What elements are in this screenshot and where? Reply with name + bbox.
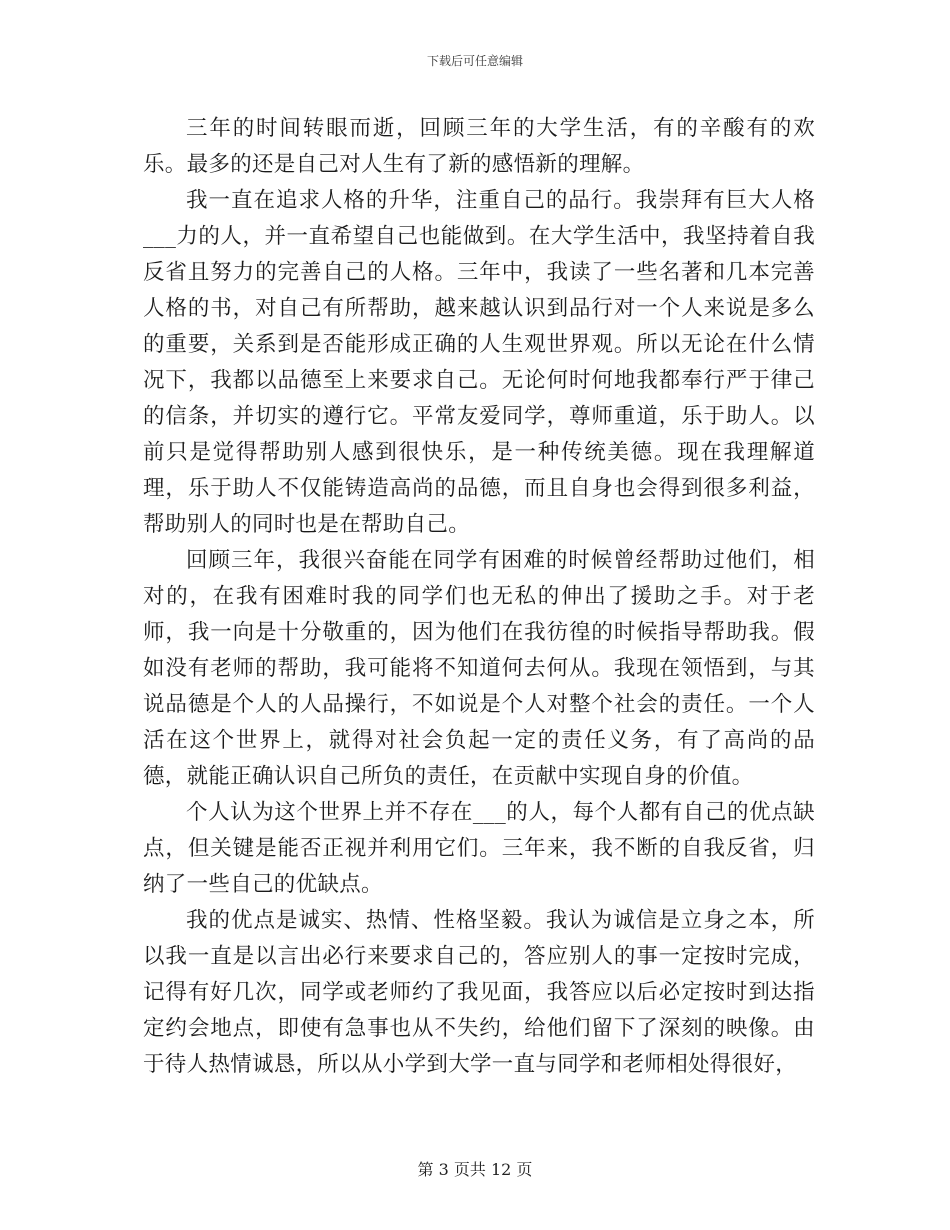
document-body	[143, 111, 815, 1083]
paragraph-5: 我的优点是诚实、热情、性格坚毅。我认为诚信是立身之本，所以我一直是以言出必行来要求自己的，答应别人的事一定按时完成，记得有好几次，同学或老师约了我见面，我答应以后必定按时到达指定约会地点，即使有急事也从不失约，给他们留下了深刻的映像。由于待人热情诚恳，所以从小学到大学一直与同学和老师相处得很好，	[143, 908, 815, 1077]
paragraph-4: 个人认为这个世界上并不存在___的人，每个人都有自己的优点缺点，但关键是能否正视并利用它们。三年来，我不断的自我反省，归纳了一些自己的优缺点。	[143, 800, 815, 897]
paragraph-2: 我一直在追求人格的升华，注重自己的品行。我崇拜有巨大人格___力的人，并一直希望自己也能做到。在大学生活中，我坚持着自我反省且努力的完善自己的人格。三年中，我读了一些名著和几本完善人格的书，对自己有所帮助，越来越认识到品行对一个人来说是多么的重要，关系到是否能形成正确的人生观世界观。所以无论在什么情况下，我都以品德至上来要求自己。无论何时何地我都奉行严于律己的信条，并切实的遵行它。平常友爱同学，尊师重道，乐于助人。以前只是觉得帮助别人感到很快乐，是一种传统美德。现在我理解道理，乐于助人不仅能铸造高尚的品德，而且自身也会得到很多利益，帮助别人的同时也是在帮助自己。	[143, 188, 815, 537]
page-footer: 第 3 页共 12 页	[417, 1160, 533, 1179]
page-header: 下载后可任意编辑	[426, 54, 523, 68]
paragraph-3: 回顾三年，我很兴奋能在同学有困难的时候曾经帮助过他们，相对的，在我有困难时我的同学们也无私的伸出了援助之手。对于老师，我一向是十分敬重的，因为他们在我彷徨的时候指导帮助我。假如没有老师的帮助，我可能将不知道何去何从。我现在领悟到，与其说品德是个人的人品操行，不如说是个人对整个社会的责任。一个人活在这个世界上，就得对社会负起一定的责任义务，有了高尚的品德，就能正确认识自己所负的责任，在贡献中实现自身的价值。	[143, 548, 815, 789]
paragraph-1: 三年的时间转眼而逝，回顾三年的大学生活，有的辛酸有的欢乐。最多的还是自己对人生有了新的感悟新的理解。	[143, 116, 815, 177]
